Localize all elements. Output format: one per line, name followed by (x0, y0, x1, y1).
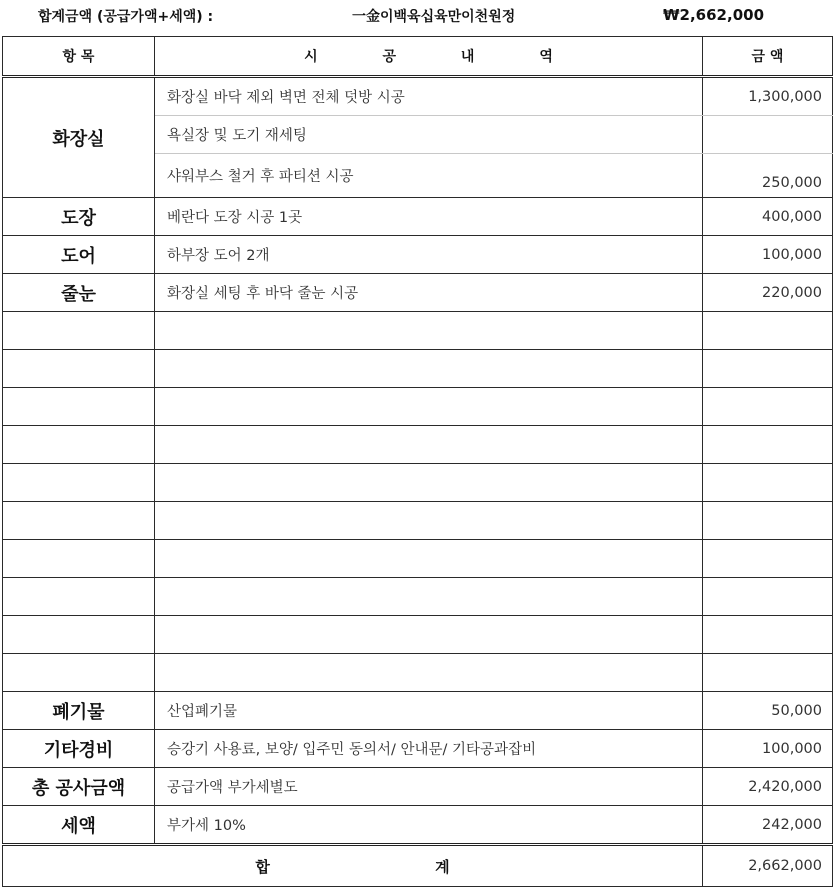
description-cell: 베란다 도장 시공 1곳 (155, 198, 703, 236)
empty-row (3, 654, 833, 692)
empty-cell (3, 350, 155, 388)
description-cell: 화장실 바닥 제외 벽면 전체 덧방 시공 (155, 77, 703, 116)
empty-cell (3, 502, 155, 540)
category-cell: 도장 (3, 198, 155, 236)
total-label: 합 계 (255, 857, 530, 876)
empty-row (3, 578, 833, 616)
table-row (3, 77, 833, 116)
empty-cell (155, 578, 703, 616)
description-cell: 부가세 10% (155, 806, 703, 845)
amount-cell: 242,000 (703, 806, 833, 845)
empty-cell (3, 426, 155, 464)
empty-cell (3, 312, 155, 350)
empty-cell (3, 654, 155, 692)
amount-cell: 100,000 (703, 236, 833, 274)
empty-row (3, 502, 833, 540)
empty-cell (703, 312, 833, 350)
estimate-table (2, 36, 833, 887)
empty-cell (703, 426, 833, 464)
header-description (155, 37, 703, 77)
amount-cell: 220,000 (703, 274, 833, 312)
empty-cell (703, 464, 833, 502)
empty-cell (3, 578, 155, 616)
summary-amount: ₩2,662,000 (663, 6, 765, 24)
summary-amount-words: 一金이백육십육만이천원정 (352, 9, 516, 25)
category-cell: 기타경비 (3, 730, 155, 768)
amount-cell: 100,000 (703, 730, 833, 768)
empty-cell (155, 350, 703, 388)
category-cell: 세액 (3, 806, 155, 845)
amount-cell: 250,000 (703, 154, 833, 198)
table-row (3, 236, 833, 274)
header-description-text: 시 공 내 역 (304, 49, 583, 65)
empty-cell (155, 540, 703, 578)
empty-cell (155, 464, 703, 502)
empty-cell (155, 654, 703, 692)
empty-cell (155, 388, 703, 426)
category-cell: 총 공사금액 (3, 768, 155, 806)
empty-cell (703, 540, 833, 578)
category-cell: 도어 (3, 236, 155, 274)
description-cell: 산업폐기물 (155, 692, 703, 730)
empty-row (3, 350, 833, 388)
description-cell: 공급가액 부가세별도 (155, 768, 703, 806)
empty-cell (155, 426, 703, 464)
empty-row (3, 388, 833, 426)
amount-cell: 2,420,000 (703, 768, 833, 806)
header-category: 항 목 (3, 37, 155, 77)
amount-cell (703, 116, 833, 154)
empty-cell (703, 616, 833, 654)
header-amount: 금 액 (703, 37, 833, 77)
empty-row (3, 540, 833, 578)
empty-row (3, 464, 833, 502)
table-row (3, 198, 833, 236)
amount-cell: 400,000 (703, 198, 833, 236)
amount-cell: 1,300,000 (703, 77, 833, 116)
description-cell: 욕실장 및 도기 재세팅 (155, 116, 703, 154)
empty-cell (155, 502, 703, 540)
summary-label: 합계금액 (공급가액+세액) : (38, 9, 214, 25)
category-cell: 줄눈 (3, 274, 155, 312)
category-cell: 폐기물 (3, 692, 155, 730)
description-cell: 승강기 사용료, 보양/ 입주민 동의서/ 안내문/ 기타공과잡비 (155, 730, 703, 768)
description-cell: 하부장 도어 2개 (155, 236, 703, 274)
category-cell: 화장실 (3, 77, 155, 198)
table-row (3, 274, 833, 312)
total-amount: 2,662,000 (703, 845, 833, 887)
empty-cell (703, 502, 833, 540)
empty-row (3, 312, 833, 350)
total-label-cell (3, 845, 703, 887)
empty-cell (3, 388, 155, 426)
empty-cell (3, 540, 155, 578)
table-header-row (3, 37, 833, 77)
description-cell: 화장실 세팅 후 바닥 줄눈 시공 (155, 274, 703, 312)
empty-cell (703, 350, 833, 388)
total-summary-bar (0, 0, 835, 36)
empty-cell (703, 388, 833, 426)
table-row (3, 806, 833, 845)
empty-cell (155, 312, 703, 350)
empty-row (3, 616, 833, 654)
table-row (3, 692, 833, 730)
empty-cell (3, 616, 155, 654)
empty-cell (703, 578, 833, 616)
empty-cell (155, 616, 703, 654)
table-row (3, 730, 833, 768)
total-row (3, 845, 833, 887)
empty-cell (3, 464, 155, 502)
description-cell: 샤워부스 철거 후 파티션 시공 (155, 154, 703, 198)
empty-row (3, 426, 833, 464)
amount-cell: 50,000 (703, 692, 833, 730)
empty-cell (703, 654, 833, 692)
table-row (3, 768, 833, 806)
